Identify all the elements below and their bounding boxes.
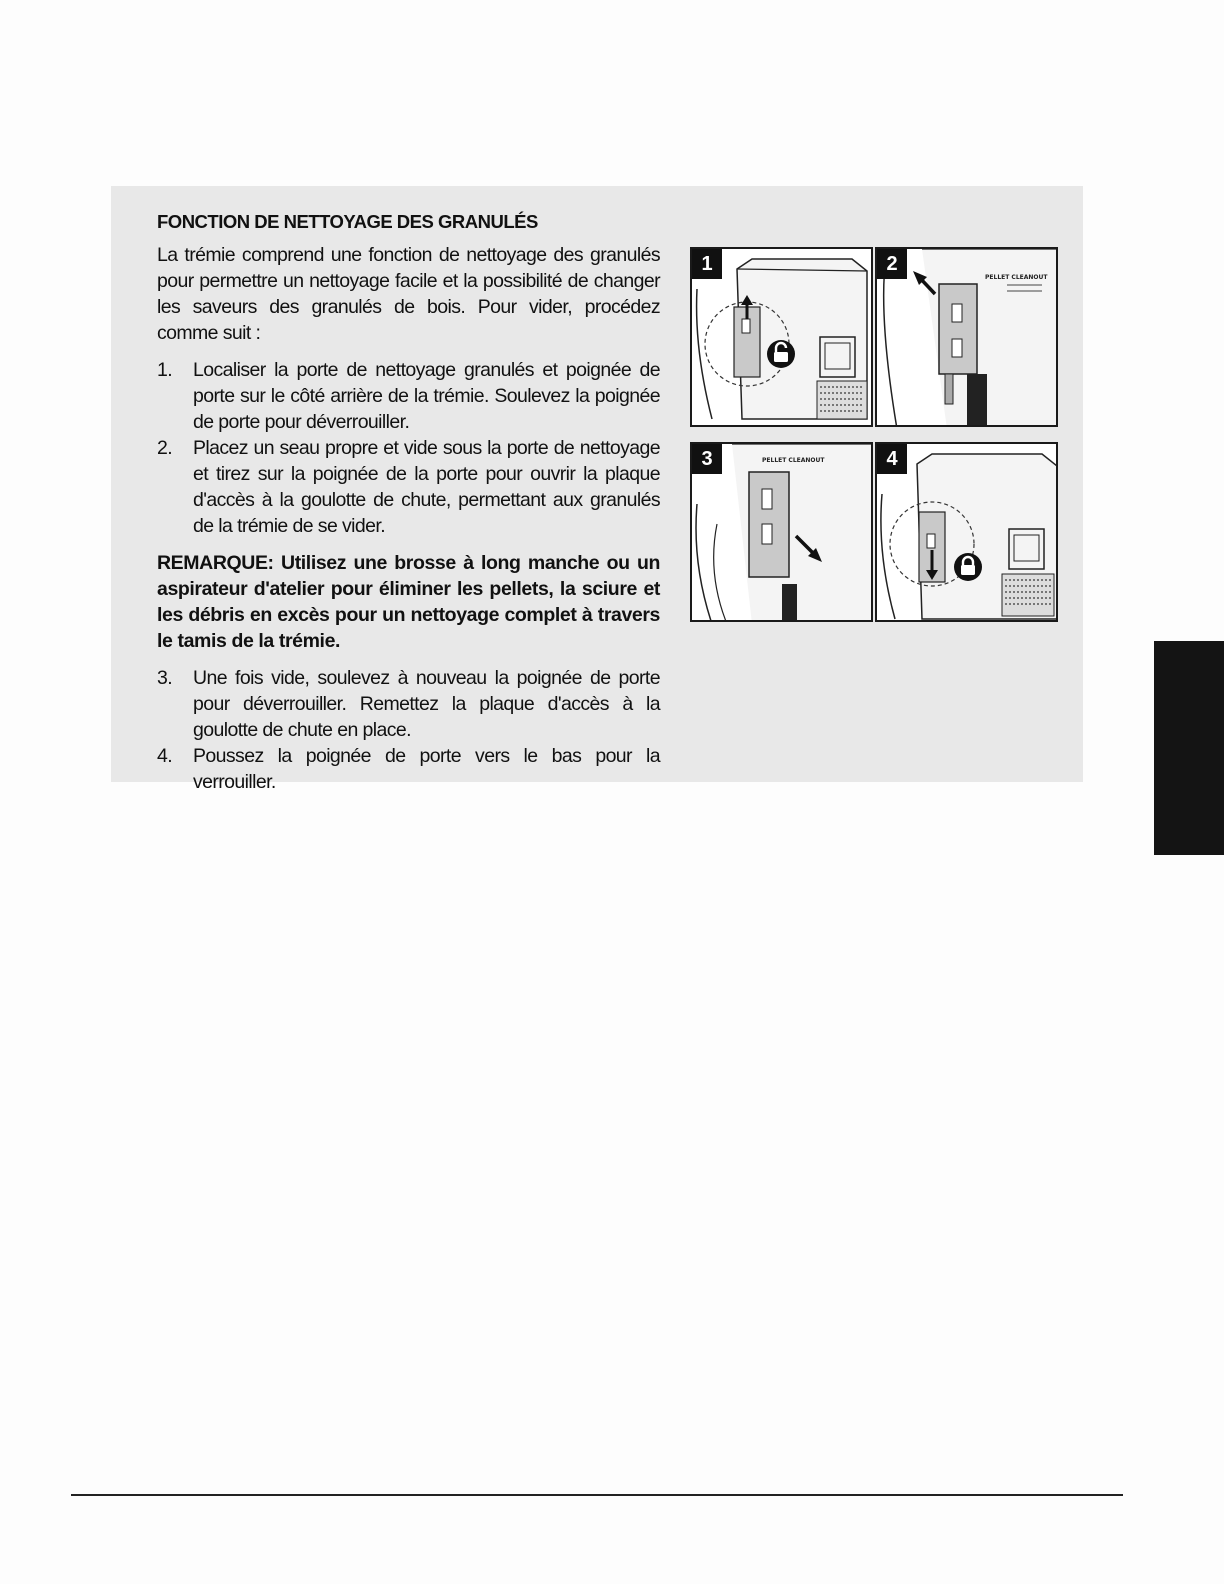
- step-text: Une fois vide, soulevez à nouveau la poignée de porte pour déverrouiller. Remettez la plaque d'accès à la goulotte de chute en place.: [193, 667, 660, 741]
- note-paragraph: REMARQUE: Utilisez une brosse à long manche ou un aspirateur d'atelier pour éliminer les pellets, la sciure et les débris en excès pour un nettoyage complet à travers le tamis de la trémie.: [157, 552, 660, 652]
- step-number: 3.: [157, 667, 173, 689]
- step-number: 4.: [157, 745, 173, 767]
- list-item: [157, 665, 660, 743]
- svg-text:PELLET CLEANOUT: PELLET CLEANOUT: [985, 274, 1048, 281]
- step-text: Localiser la porte de nettoyage granulés et poignée de porte sur le côté arrière de la trémie. Soulevez la poignée de porte pour déverrouiller.: [193, 359, 660, 433]
- intro-paragraph: La trémie comprend une fonction de nettoyage des granulés pour permettre un nettoyage facile et la possibilité de changer les saveurs des granulés de bois. Pour vider, procédez comme suit :: [157, 244, 660, 344]
- step-text: Poussez la poignée de porte vers le bas pour la verrouiller.: [193, 745, 660, 793]
- figure-step-3: [690, 442, 873, 622]
- figure-step-1: [690, 247, 873, 427]
- steps-list-a: [157, 357, 660, 539]
- chapter-tab: [1154, 641, 1224, 855]
- step-text: Placez un seau propre et vide sous la porte de nettoyage et tirez sur la poignée de la porte pour ouvrir la plaque d'accès à la goulotte de chute, permettant aux granulés de la trémie de se vider.: [193, 437, 660, 537]
- figure-number: 1: [692, 249, 722, 279]
- list-item: [157, 435, 660, 539]
- figure-step-4: [875, 442, 1058, 622]
- text-column: [157, 210, 660, 795]
- section-title: FONCTION DE NETTOYAGE DES GRANULÉS: [157, 211, 538, 232]
- step-number: 1.: [157, 359, 173, 381]
- list-item: [157, 357, 660, 435]
- figure-number: 4: [877, 444, 907, 474]
- svg-text:PELLET CLEANOUT: PELLET CLEANOUT: [762, 457, 825, 464]
- lock-icon: [953, 552, 983, 582]
- steps-list-b: [157, 665, 660, 795]
- figure-step-2: [875, 247, 1058, 427]
- unlock-icon: [766, 339, 796, 369]
- figure-number: 2: [877, 249, 907, 279]
- step-number: 2.: [157, 437, 173, 459]
- content-panel: [111, 186, 1083, 793]
- figure-number: 3: [692, 444, 722, 474]
- list-item: [157, 743, 660, 795]
- figure-grid: [690, 247, 1060, 624]
- footer-divider: [71, 1494, 1123, 1496]
